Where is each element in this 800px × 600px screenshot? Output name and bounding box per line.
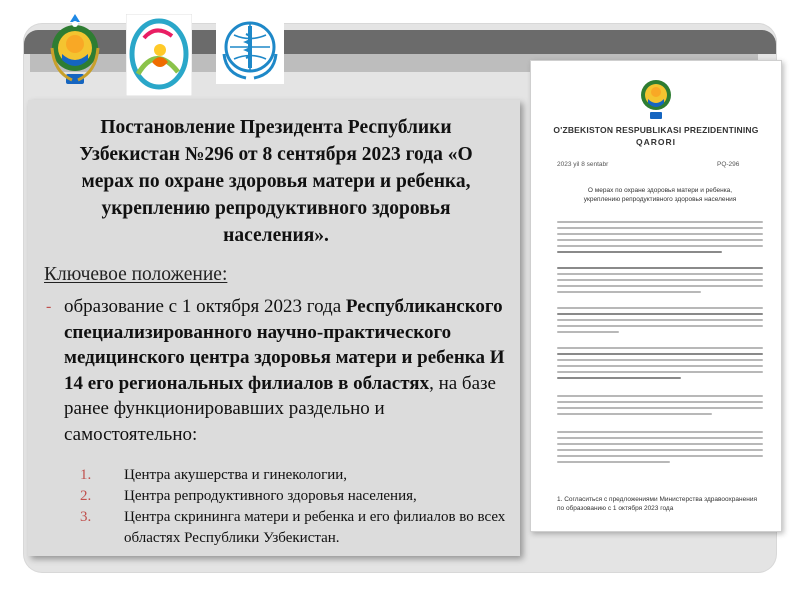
list-item-text: Центра репродуктивного здоровья населения,: [124, 488, 417, 504]
document-paragraph: [557, 307, 763, 337]
document-subheading: QARORI: [636, 137, 676, 147]
document-paragraph: [557, 221, 763, 257]
list-item-number: 3.: [80, 509, 92, 525]
state-emblem-logo: [50, 14, 100, 88]
document-subject: О мерах по охране здоровья матери и ребенка, укреплению репродуктивного здоровья населения: [583, 187, 737, 203]
sub-list: [80, 465, 510, 549]
document-number: PQ-296: [717, 161, 740, 168]
document-emblem-icon: [639, 75, 673, 121]
slide-title: Постановление Президента Республики Узбекистан №296 от 8 сентября 2023 года «О мерах по охране здоровья матери и ребенка, укреплению репродуктивного здоровья населения».: [79, 117, 473, 246]
main-provision: [46, 294, 506, 447]
who-logo: [216, 14, 284, 84]
document-paragraph: [557, 431, 763, 467]
key-provision-label: Ключевое положение:: [44, 264, 228, 285]
decree-document-image: [530, 60, 782, 532]
document-date: 2023 yil 8 sentabr: [557, 161, 609, 168]
document-heading: O'ZBEKISTON RESPUBLIKASI PREZIDENTINING: [553, 125, 759, 135]
main-provision-part1: образование с 1 октября 2023 года: [64, 296, 346, 317]
document-paragraph: [557, 395, 763, 419]
ministry-logo: [126, 14, 192, 96]
list-item-text: Центра скрининга матери и ребенка и его филиалов во всех областях Республики Узбекистан.: [124, 509, 506, 546]
main-provision-part2: , на базе ранее функционировавших раздельно и самостоятельно:: [64, 372, 496, 445]
document-final-paragraph: 1. Согласиться с предложениями Министерства здравоохранения по образованию с 1 октября 2023 года: [557, 496, 757, 512]
list-item-number: 2.: [80, 488, 92, 504]
list-item: [80, 465, 510, 486]
document-paragraph: [557, 267, 763, 297]
main-provision-text: [64, 294, 506, 447]
list-item-text: Центра акушерства и гинекологии,: [124, 467, 348, 483]
main-provision-bold: Республиканского специализированного научно-практического медицинского центра здоровья матери и ребенка И 14 его региональных филиалов в областях: [64, 296, 505, 394]
list-dash-marker: -: [46, 298, 52, 315]
document-paragraph: [557, 347, 763, 383]
list-item: [80, 507, 510, 549]
list-item: [80, 486, 510, 507]
list-item-number: 1.: [80, 467, 92, 483]
